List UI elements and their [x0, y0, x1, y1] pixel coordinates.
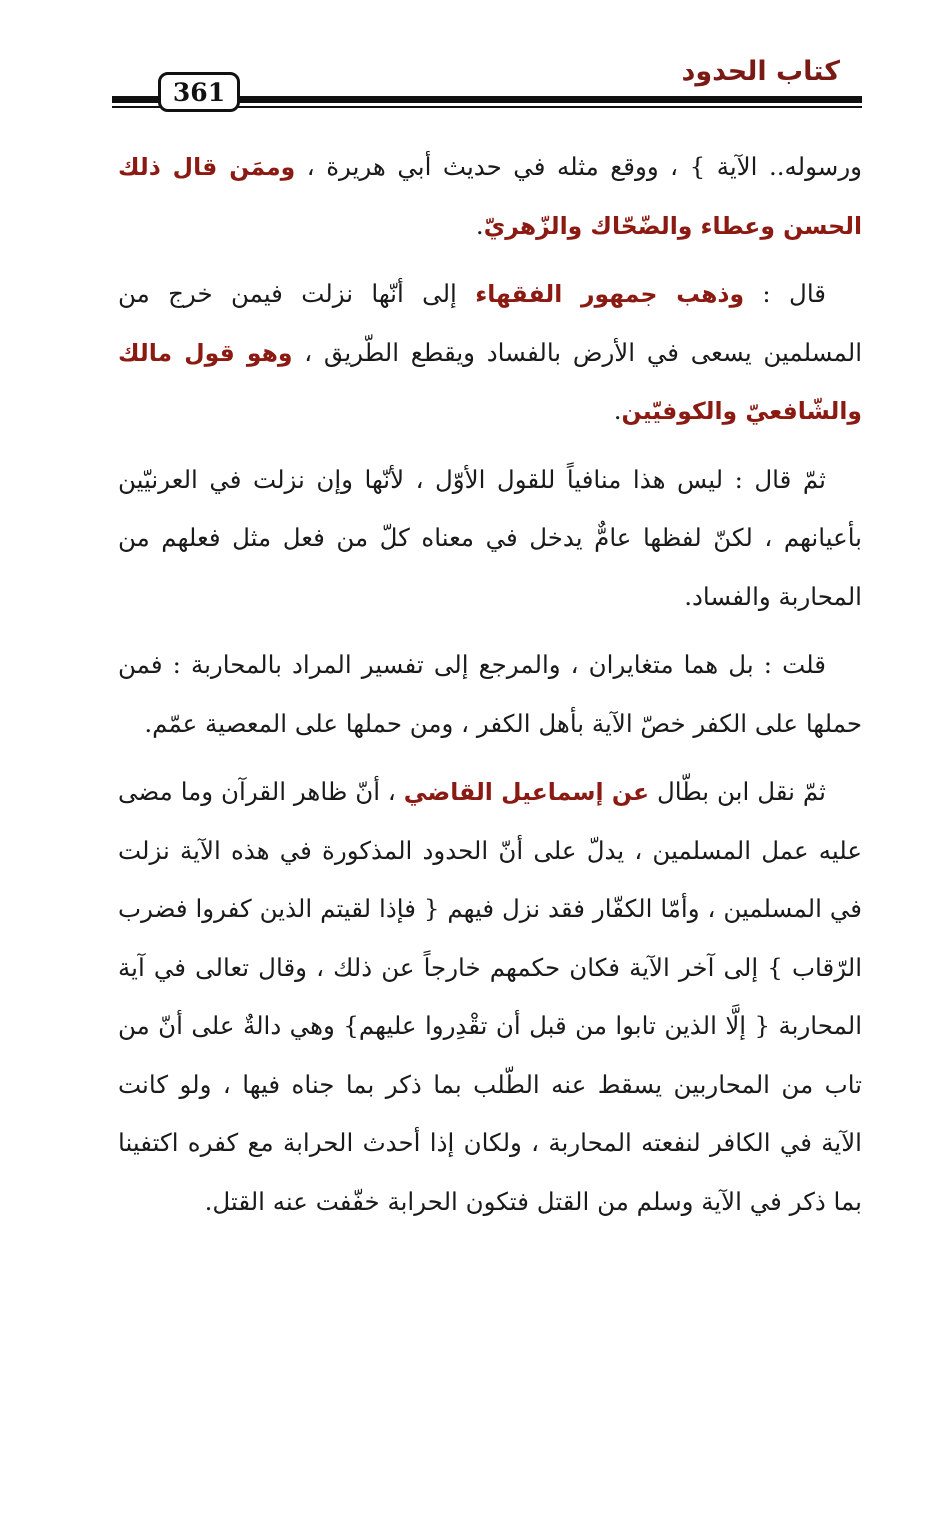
page-header [112, 50, 862, 120]
paragraph [118, 138, 862, 255]
body-text [118, 138, 862, 1241]
text-run: قال : [744, 279, 826, 308]
text-run: . [613, 396, 622, 425]
text-run: قلت : بل هما متغايران ، والمرجع إلى تفسير المراد بالمحاربة : فمن حملها على الكفر خصّ الآية بأهل الكفر ، ومن حملها على المعصية عمّم. [118, 650, 862, 738]
paragraph [118, 636, 862, 753]
text-run: ورسوله.. الآية } ، ووقع مثله في حديث أبي هريرة ، [295, 152, 862, 181]
highlighted-text: وممَن قال ذلك الحسن وعطاء والضّحّاك والزّهريّ [118, 153, 862, 240]
page-number: 361 [158, 72, 240, 112]
text-run: . [475, 210, 484, 240]
paragraph [118, 265, 862, 441]
text-run: ثمّ قال : ليس هذا منافياً للقول الأوّل ، لأنّها وإن نزلت في العرنيّين بأعيانهم ، لكنّ لفظها عامٌّ يدخل في معناه كلّ من فعل مثل فعلهم من المحاربة والفساد. [118, 464, 862, 611]
text-run: إلى أنّها نزلت فيمن خرج من المسلمين يسعى في الأرض بالفساد ويقطع الطّريق ، [118, 279, 862, 367]
highlighted-text: وذهب جمهور الفقهاء [475, 280, 745, 308]
paragraph [118, 451, 862, 627]
paragraph [118, 763, 862, 1231]
highlighted-text: وهو قول مالك والشّافعيّ والكوفيّين [118, 338, 862, 425]
highlighted-text: عن إسماعيل القاضي [403, 778, 650, 806]
text-run: ، أنّ ظاهر القرآن وما مضى عليه عمل المسلمين ، يدلّ على أنّ الحدود المذكورة في هذه الآية نزلت في المسلمين ، وأمّا الكفّار فقد نزل فيهم { فإذا لقيتم الذين كفروا فضرب الرّقاب } إلى آخر الآية فكان حكمهم خارجاً عن ذلك ، وقال تعالى في آية المحاربة { إلَّا الذين تابوا من قبل أن تقْدِروا عليهم} وهي دالةٌ على أنّ من تاب من المحاربين يسقط عنه الطّلب بما ذكر بما جناه فيها ، ولو كانت الآية في الكافر لنفعته المحاربة ، ولكان إذا أحدث الحرابة مع كفره اكتفينا بما ذكر في الآية وسلم من القتل فتكون الحرابة خفّفت عنه القتل. [118, 777, 862, 1216]
text-run: ثمّ نقل ابن بطّال [649, 777, 827, 806]
book-title: كتاب الحدود [681, 56, 840, 87]
